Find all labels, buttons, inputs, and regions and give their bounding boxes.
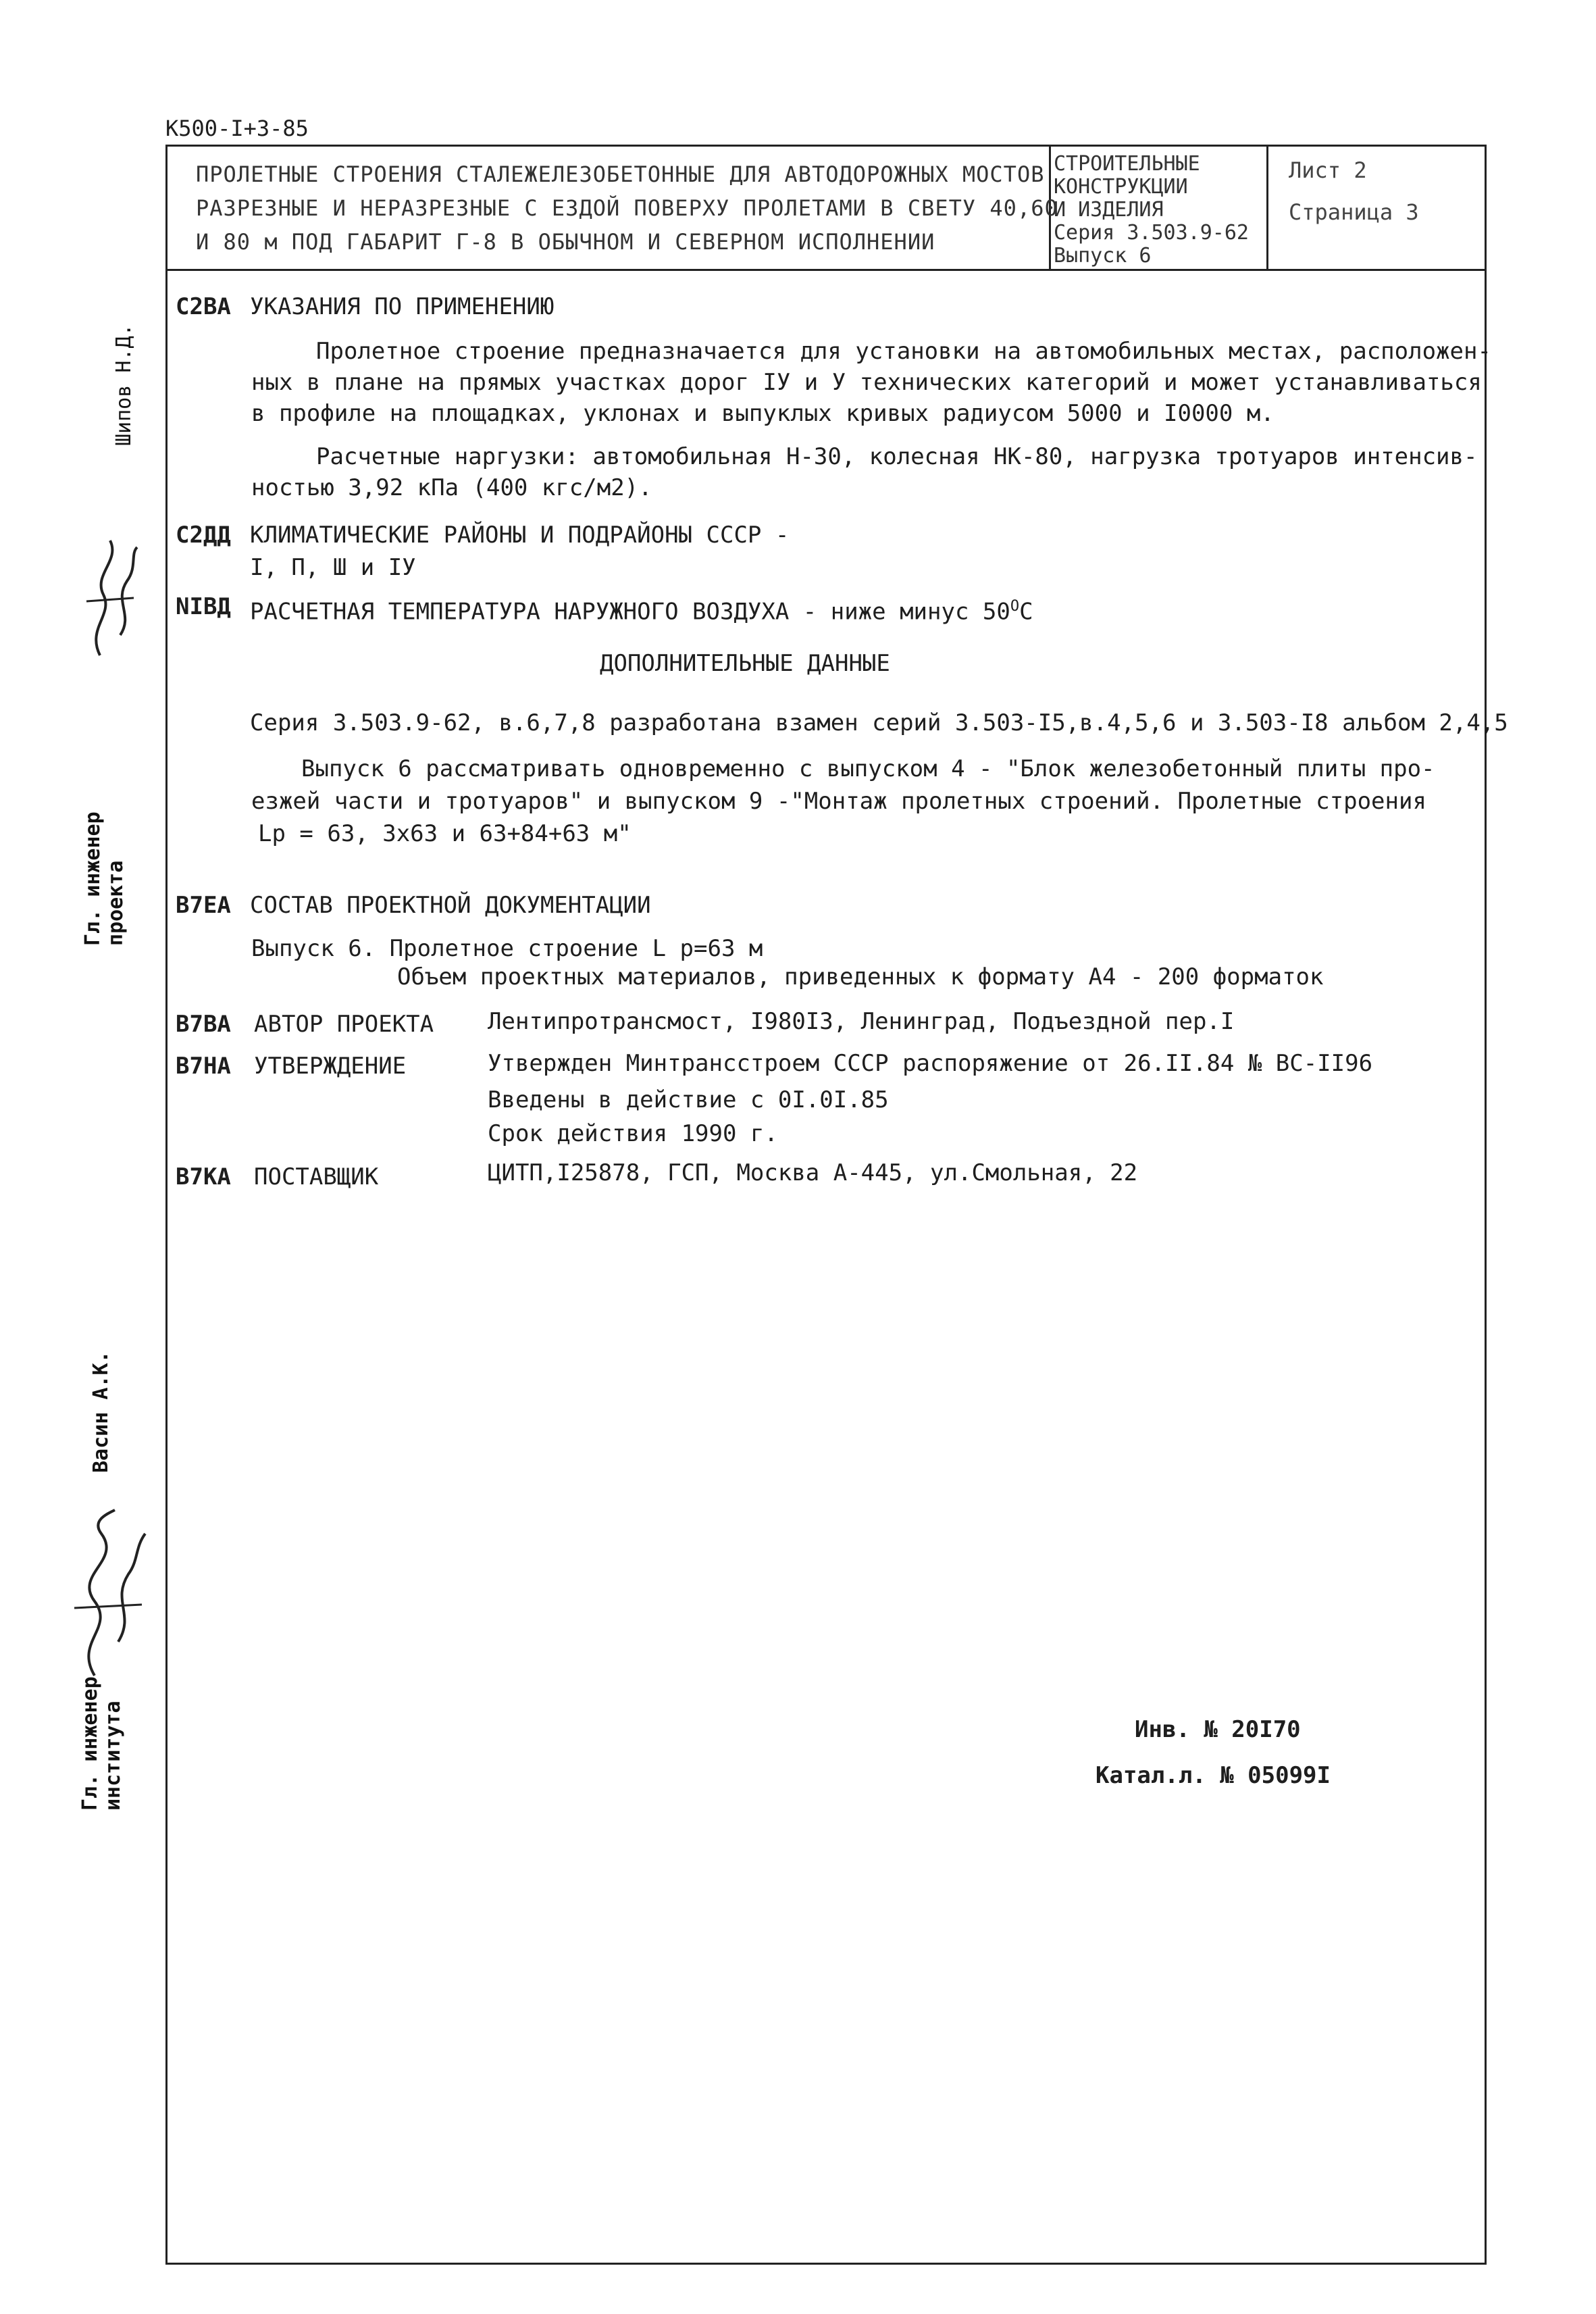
- author-label: АВТОР ПРОЕКТА: [254, 1011, 434, 1038]
- margin-role-1a: Гл. инженер: [81, 811, 105, 946]
- title-line-2: РАЗРЕЗНЫЕ И НЕРАЗРЕЗНЫЕ С ЕЗДОЙ ПОВЕРХУ ПРОЛЕТАМИ В СВЕТУ 40,60: [196, 195, 1058, 221]
- additional-para-line2: езжей части и тротуаров" и выпуском 9 -"Монтаж пролетных строений. Пролетные строения: [251, 788, 1426, 815]
- category-issue: Выпуск 6: [1054, 244, 1152, 268]
- degree-mark: О: [1010, 598, 1020, 615]
- application-para1-line3: в профиле на площадках, уклонах и выпуклых кривых радиусом 5000 и I0000 м.: [251, 400, 1275, 427]
- additional-para-line1: Выпуск 6 рассматривать одновременно с выпуском 4 - "Блок железобетонный плиты про-: [301, 755, 1435, 782]
- section-code-approval: В7НА: [176, 1053, 231, 1080]
- application-para1-line1: Пролетное строение предназначается для установки на автомобильных местах, расположен-: [316, 338, 1491, 365]
- category-line-2: КОНСТРУКЦИИ: [1054, 175, 1188, 199]
- application-heading: УКАЗАНИЯ ПО ПРИМЕНЕНИЮ: [250, 293, 555, 320]
- page-number: Страница 3: [1289, 199, 1419, 225]
- document-code: К500-I+3-85: [165, 116, 309, 141]
- composition-line2: Объем проектных материалов, приведенных к формату А4 - 200 форматок: [397, 963, 1324, 990]
- section-code-application: С2ВА: [176, 293, 231, 320]
- margin-role-1b: проекта: [104, 860, 128, 946]
- category-block: [1054, 153, 1249, 268]
- section-code-climate: С2ДД: [176, 522, 231, 549]
- margin-role-2a: Гл. инженер: [78, 1676, 102, 1811]
- category-line-3: И ИЗДЕЛИЯ: [1054, 198, 1164, 222]
- title-divider-2: [1266, 145, 1268, 271]
- approval-label: УТВЕРЖДЕНИЕ: [254, 1053, 407, 1080]
- temperature-value: РАСЧЕТНАЯ ТЕМПЕРАТУРА НАРУЖНОГО ВОЗДУХА - ниже минус 50: [250, 598, 1010, 626]
- signature-2-icon: [54, 1507, 155, 1682]
- temperature-unit: С: [1019, 598, 1033, 626]
- application-para1-line2: ных в плане на прямых участках дорог IУ и У технических категорий и может устанавливаться: [251, 369, 1482, 396]
- section-code-temperature: NIBД: [176, 593, 231, 620]
- section-code-composition: В7ЕА: [176, 892, 231, 919]
- additional-heading: ДОПОЛНИТЕЛЬНЫЕ ДАННЫЕ: [600, 650, 890, 677]
- climate-line2: I, П, Ш и IУ: [250, 554, 416, 581]
- supplier-value: ЦИТП,I25878, ГСП, Москва А-445, ул.Смольная, 22: [488, 1159, 1138, 1186]
- section-code-author: В7ВА: [176, 1011, 231, 1038]
- category-series: Серия 3.503.9-62: [1054, 221, 1249, 245]
- author-value: Лентипротрансмост, I980I3, Ленинград, Подъездной пер.I: [488, 1008, 1235, 1035]
- margin-name-2: Васин А.К.: [89, 1351, 113, 1473]
- composition-heading: СОСТАВ ПРОЕКТНОЙ ДОКУМЕНТАЦИИ: [250, 892, 651, 919]
- title-line-1: ПРОЛЕТНЫЕ СТРОЕНИЯ СТАЛЕЖЕЛЕЗОБЕТОННЫЕ ДЛЯ АВТОДОРОЖНЫХ МОСТОВ: [196, 161, 1045, 187]
- composition-line1: Выпуск 6. Пролетное строение L p=63 м: [251, 935, 763, 962]
- sheet-number: Лист 2: [1289, 157, 1367, 183]
- temperature-text: [250, 592, 1033, 626]
- signature-1-icon: [73, 534, 147, 662]
- category-line-1: СТРОИТЕЛЬНЫЕ: [1054, 152, 1200, 176]
- catalog-number: Катал.л. № 05099I: [1096, 1762, 1331, 1789]
- climate-line1: КЛИМАТИЧЕСКИЕ РАЙОНЫ И ПОДРАЙОНЫ СССР -: [250, 522, 790, 549]
- approval-line1: Утвержден Минтрансстроем СССР распоряжение от 26.II.84 № ВС-II96: [488, 1050, 1373, 1077]
- application-para2-line1: Расчетные наргузки: автомобильная Н-30, колесная НК-80, нагрузка тротуаров интенсив-: [316, 443, 1478, 470]
- supplier-label: ПОСТАВЩИК: [254, 1163, 379, 1190]
- title-line-3: И 80 м ПОД ГАБАРИТ Г-8 В ОБЫЧНОМ И СЕВЕРНОМ ИСПОЛНЕНИИ: [196, 229, 935, 255]
- application-para2-line2: ностью 3,92 кПа (400 кгс/м2).: [251, 474, 652, 501]
- approval-line2: Введены в действие с 0I.0I.85: [488, 1086, 889, 1113]
- approval-line3: Срок действия 1990 г.: [488, 1120, 778, 1147]
- margin-name-1: Шипов Н.Д.: [112, 324, 136, 446]
- inventory-number: Инв. № 20I70: [1135, 1716, 1301, 1743]
- margin-role-2b: института: [101, 1701, 125, 1811]
- additional-line1: Серия 3.503.9-62, в.6,7,8 разработана взамен серий 3.503-I5,в.4,5,6 и 3.503-I8 альбом 2,4,5: [250, 709, 1508, 736]
- section-code-supplier: В7КА: [176, 1163, 231, 1190]
- additional-para-line3: Lp = 63, 3х63 и 63+84+63 м": [258, 820, 632, 847]
